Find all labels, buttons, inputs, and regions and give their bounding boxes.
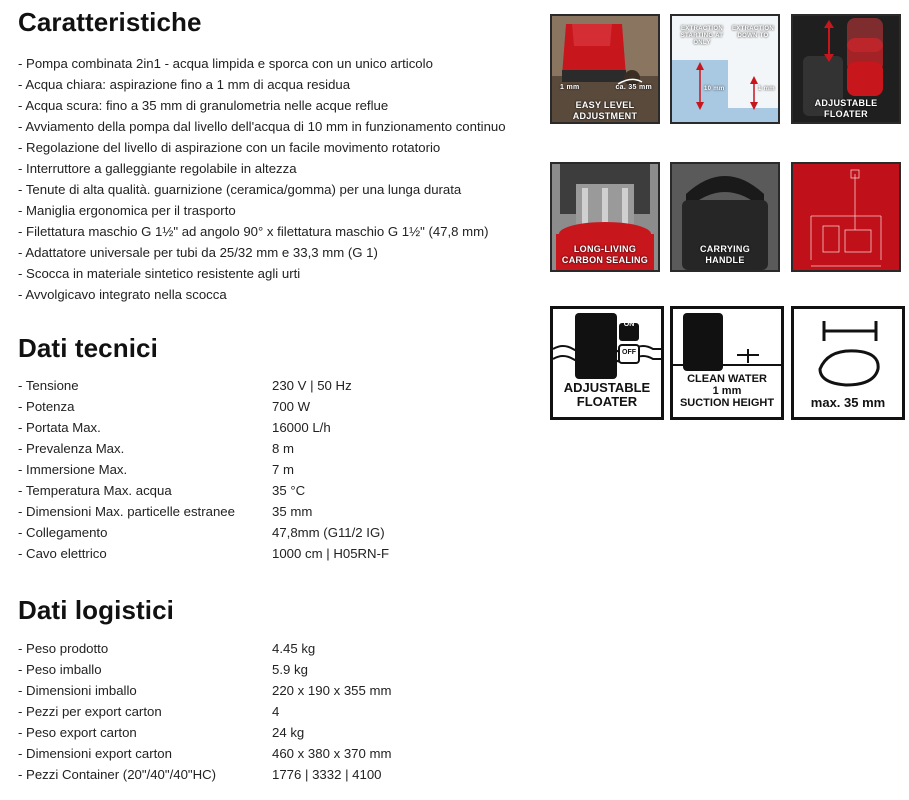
spec-row: [18, 522, 389, 543]
tile-caption: CARRYING HANDLE: [699, 244, 751, 265]
feature-item: - Scocca in materiale sintetico resistente agli urti: [18, 266, 301, 281]
feature-item: - Acqua chiara: aspirazione fino a 1 mm di acqua residua: [18, 77, 351, 92]
spec-key: - Tensione: [18, 378, 79, 393]
spec-key: - Pezzi per export carton: [18, 704, 162, 719]
particle-size-pictogram: [791, 306, 905, 420]
pictogram-caption: ADJUSTABLE FLOATER: [563, 380, 651, 409]
features-title: Caratteristiche: [18, 7, 202, 37]
spec-key: - Temperatura Max. acqua: [18, 483, 172, 498]
extraction-label: EXTRACTION DOWN TO: [732, 26, 774, 39]
tech-title: Dati tecnici: [18, 333, 158, 363]
measure-label: 10 mm: [704, 86, 725, 92]
spec-value: 1776 | 3332 | 4100: [272, 767, 382, 782]
tile-caption: EASY LEVEL ADJUSTMENT: [572, 100, 638, 121]
spec-value: 24 kg: [272, 725, 305, 740]
spec-row: [18, 659, 392, 680]
tile-caption: ADJUSTABLE FLOATER: [814, 98, 878, 119]
feature-item: - Acqua scura: fino a 35 mm di granulometria nelle acque reflue: [18, 98, 389, 113]
dimensions-diagram-image: [791, 162, 901, 272]
spec-value: 700 W: [272, 399, 311, 414]
spec-key: - Collegamento: [18, 525, 108, 540]
feature-item: - Filettatura maschio G 1½" ad angolo 90° x filettatura maschio G 1½" (47,8 mm): [18, 224, 489, 239]
feature-item: - Regolazione del livello di aspirazione con un facile movimento rotatorio: [18, 140, 441, 155]
feature-item: - Maniglia ergonomica per il trasporto: [18, 203, 236, 218]
feature-item: - Interruttore a galleggiante regolabile in altezza: [18, 161, 297, 176]
measure-label: 1 mm: [758, 86, 775, 92]
spec-key: - Dimensioni export carton: [18, 746, 172, 761]
spec-row: [18, 638, 392, 659]
logistics-table: [18, 638, 392, 785]
features-list: [18, 53, 506, 305]
feature-item: - Avviamento della pompa dal livello dell'acqua di 10 mm in funzionamento continuo: [18, 119, 506, 134]
spec-value: 230 V | 50 Hz: [272, 378, 352, 393]
tile-caption: LONG-LIVING CARBON SEALING: [561, 244, 649, 265]
pictogram-caption: CLEAN WATER 1 mm SUCTION HEIGHT: [679, 373, 775, 409]
clean-water-pictogram: [670, 306, 784, 420]
tech-specs-table: [18, 375, 389, 564]
spec-key: - Portata Max.: [18, 420, 101, 435]
spec-value: 4: [272, 704, 280, 719]
spec-row: [18, 743, 392, 764]
adjustable-floater-pictogram: [550, 306, 664, 420]
adjustable-floater-image: [791, 14, 901, 124]
spec-key: - Peso prodotto: [18, 641, 109, 656]
measure-label: 1 mm: [560, 84, 580, 91]
feature-item: - Tenute di alta qualità. guarnizione (ceramica/gomma) per una lunga durata: [18, 182, 462, 197]
spec-value: 5.9 kg: [272, 662, 308, 677]
spec-key: - Pezzi Container (20"/40"/40"HC): [18, 767, 217, 782]
extraction-diagram-image: [670, 14, 780, 124]
spec-row: [18, 396, 389, 417]
feature-item: - Adattatore universale per tubi da 25/32 mm e 33,3 mm (G 1): [18, 245, 378, 260]
spec-row: [18, 438, 389, 459]
spec-value: 35 mm: [272, 504, 313, 519]
feature-item: - Pompa combinata 2in1 - acqua limpida e sporca con un unico articolo: [18, 56, 433, 71]
spec-value: 220 x 190 x 355 mm: [272, 683, 392, 698]
spec-value: 7 m: [272, 462, 294, 477]
spec-key: - Peso imballo: [18, 662, 102, 677]
spec-key: - Potenza: [18, 399, 75, 414]
carbon-sealing-image: [550, 162, 660, 272]
spec-key: - Immersione Max.: [18, 462, 128, 477]
spec-row: [18, 680, 392, 701]
extraction-label: EXTRACTION STARTING AT ONLY: [680, 26, 724, 46]
spec-row: [18, 417, 389, 438]
on-label: ON: [623, 321, 635, 328]
spec-key: - Dimensioni Max. particelle estranee: [18, 504, 235, 519]
spec-value: 47,8mm (G11/2 IG): [272, 525, 385, 540]
spec-value: 16000 L/h: [272, 420, 331, 435]
spec-row: [18, 459, 389, 480]
spec-row: [18, 701, 392, 722]
spec-key: - Peso export carton: [18, 725, 137, 740]
spec-row: [18, 543, 389, 564]
spec-row: [18, 480, 389, 501]
off-label: OFF: [622, 349, 636, 356]
spec-value: 460 x 380 x 370 mm: [272, 746, 392, 761]
spec-value: 4.45 kg: [272, 641, 316, 656]
carrying-handle-image: [670, 162, 780, 272]
logistics-title: Dati logistici: [18, 595, 174, 625]
spec-row: [18, 501, 389, 522]
measure-label: ca. 35 mm: [615, 84, 652, 91]
spec-row: [18, 375, 389, 396]
pictogram-caption: max. 35 mm: [810, 395, 886, 410]
dimension-diagram-icon: [793, 164, 899, 270]
spec-row: [18, 764, 392, 785]
spec-key: - Prevalenza Max.: [18, 441, 125, 456]
spec-value: 1000 cm | H05RN-F: [272, 546, 390, 561]
easy-level-adjustment-image: [550, 14, 660, 124]
spec-value: 8 m: [272, 441, 294, 456]
spec-key: - Dimensioni imballo: [18, 683, 137, 698]
spec-key: - Cavo elettrico: [18, 546, 107, 561]
spec-row: [18, 722, 392, 743]
spec-value: 35 °C: [272, 483, 306, 498]
feature-item: - Avvolgicavo integrato nella scocca: [18, 287, 227, 302]
